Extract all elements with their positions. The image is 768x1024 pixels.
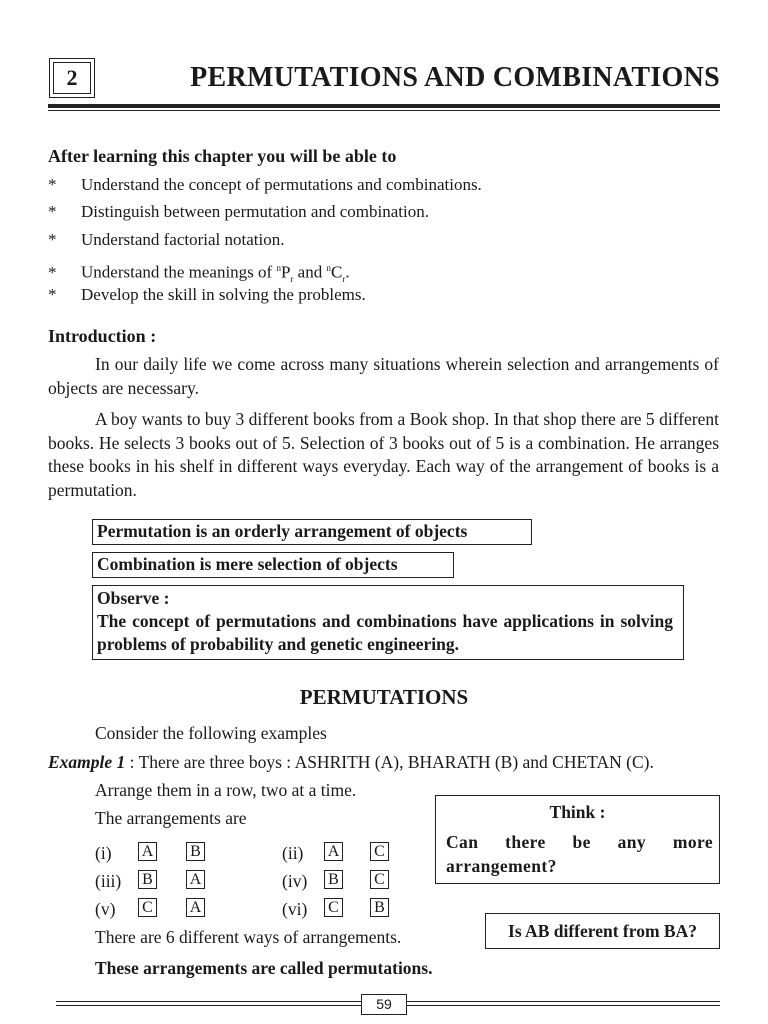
permutation-definition-box: Permutation is an orderly arrangement of objects [92,519,532,545]
footer-rule [407,1001,720,1002]
page-number: 59 [361,994,407,1015]
letter-box: C [324,898,343,917]
observe-box [92,585,684,660]
arrangement-label: (vi) [282,899,308,919]
objective-item [48,284,366,306]
letter-box: A [186,898,205,917]
arrangement-label: (i) [95,843,112,863]
symbol-c: C [330,262,343,282]
letter-box: C [370,842,389,861]
letter-box: A [138,842,157,861]
bullet: * [48,285,57,304]
objective-item [48,229,284,251]
objective-text: Understand the meanings of [81,262,273,282]
think-box [435,795,720,884]
objective-text: Distinguish between permutation and combination. [81,202,429,221]
chapter-title: PERMUTATIONS AND COMBINATIONS [190,62,720,93]
arrange-text: Arrange them in a row, two at a time. [95,780,357,800]
subscript-r: r [290,274,294,285]
think-title: Think : [549,802,606,822]
superscript-n: n [326,263,331,273]
intro-paragraph-2: A boy wants to buy 3 different books from a Book shop. In that shop there are 5 different books. He selects 3 books out of 5. Selection of 3 books out of 5 is a combination. He arranges these books in his shelf in different ways everyday. Each way of the arrangement of books is a permutation. [48,409,719,500]
arrangement-label: (v) [95,899,116,919]
arrangement-label: (ii) [282,843,304,863]
consider-text: Consider the following examples [95,723,327,743]
arrangement-label: (iii) [95,871,122,891]
example-text: : There are three boys : ASHRITH (A), BHARATH (B) and CHETAN (C). [129,752,654,772]
combination-definition-box: Combination is mere selection of objects [92,552,454,578]
footer-rule [56,1001,361,1002]
six-ways-text: There are 6 different ways of arrangements. [95,927,402,947]
bullet: * [48,202,57,221]
observe-text: The concept of permutations and combinations have applications in solving problems of probability and genetic engineering. [97,611,673,654]
objective-item [48,174,482,196]
subscript-r: r [342,274,346,285]
bullet: * [48,230,57,249]
objective-text: Develop the skill in solving the problems. [81,285,366,304]
letter-box: C [138,898,157,917]
period: . [345,262,350,282]
letter-box: B [138,870,157,889]
observe-label: Observe : [97,588,170,608]
objective-text: Understand the concept of permutations and combinations. [81,175,482,194]
symbol-p: P [280,262,291,282]
question-box: Is AB different from BA? [485,913,720,949]
letter-box: A [186,870,205,889]
example-label: Example 1 [48,752,126,772]
section-heading: PERMUTATIONS [299,685,469,709]
letter-box: B [324,870,343,889]
introduction-heading: Introduction : [48,326,157,346]
letter-box: C [370,870,389,889]
intro-paragraph-1: In our daily life we come across many situations wherein selection and arrangements of objects are necessary. [48,354,719,398]
chapter-number-box [49,58,95,98]
letter-box: A [324,842,343,861]
called-permutations-text: These arrangements are called permutations. [95,958,433,978]
letter-box: B [186,842,205,861]
header-rule [48,104,720,108]
footer-rule [407,1005,720,1006]
arrangements-intro: The arrangements are [95,808,247,828]
header-rule-thin [48,110,720,111]
objective-item [48,201,429,223]
objectives-heading: After learning this chapter you will be able to [48,146,397,166]
chapter-number: 2 [53,62,91,94]
arrangement-label: (iv) [282,871,308,891]
example-1 [48,751,720,773]
footer-rule [56,1005,361,1006]
bullet: * [48,262,57,282]
objective-text: Understand factorial notation. [81,230,285,249]
and-word: and [297,262,323,282]
think-text: Can there be any more arrangement? [446,832,713,876]
superscript-n: n [276,263,281,273]
bullet: * [48,175,57,194]
letter-box: B [370,898,389,917]
